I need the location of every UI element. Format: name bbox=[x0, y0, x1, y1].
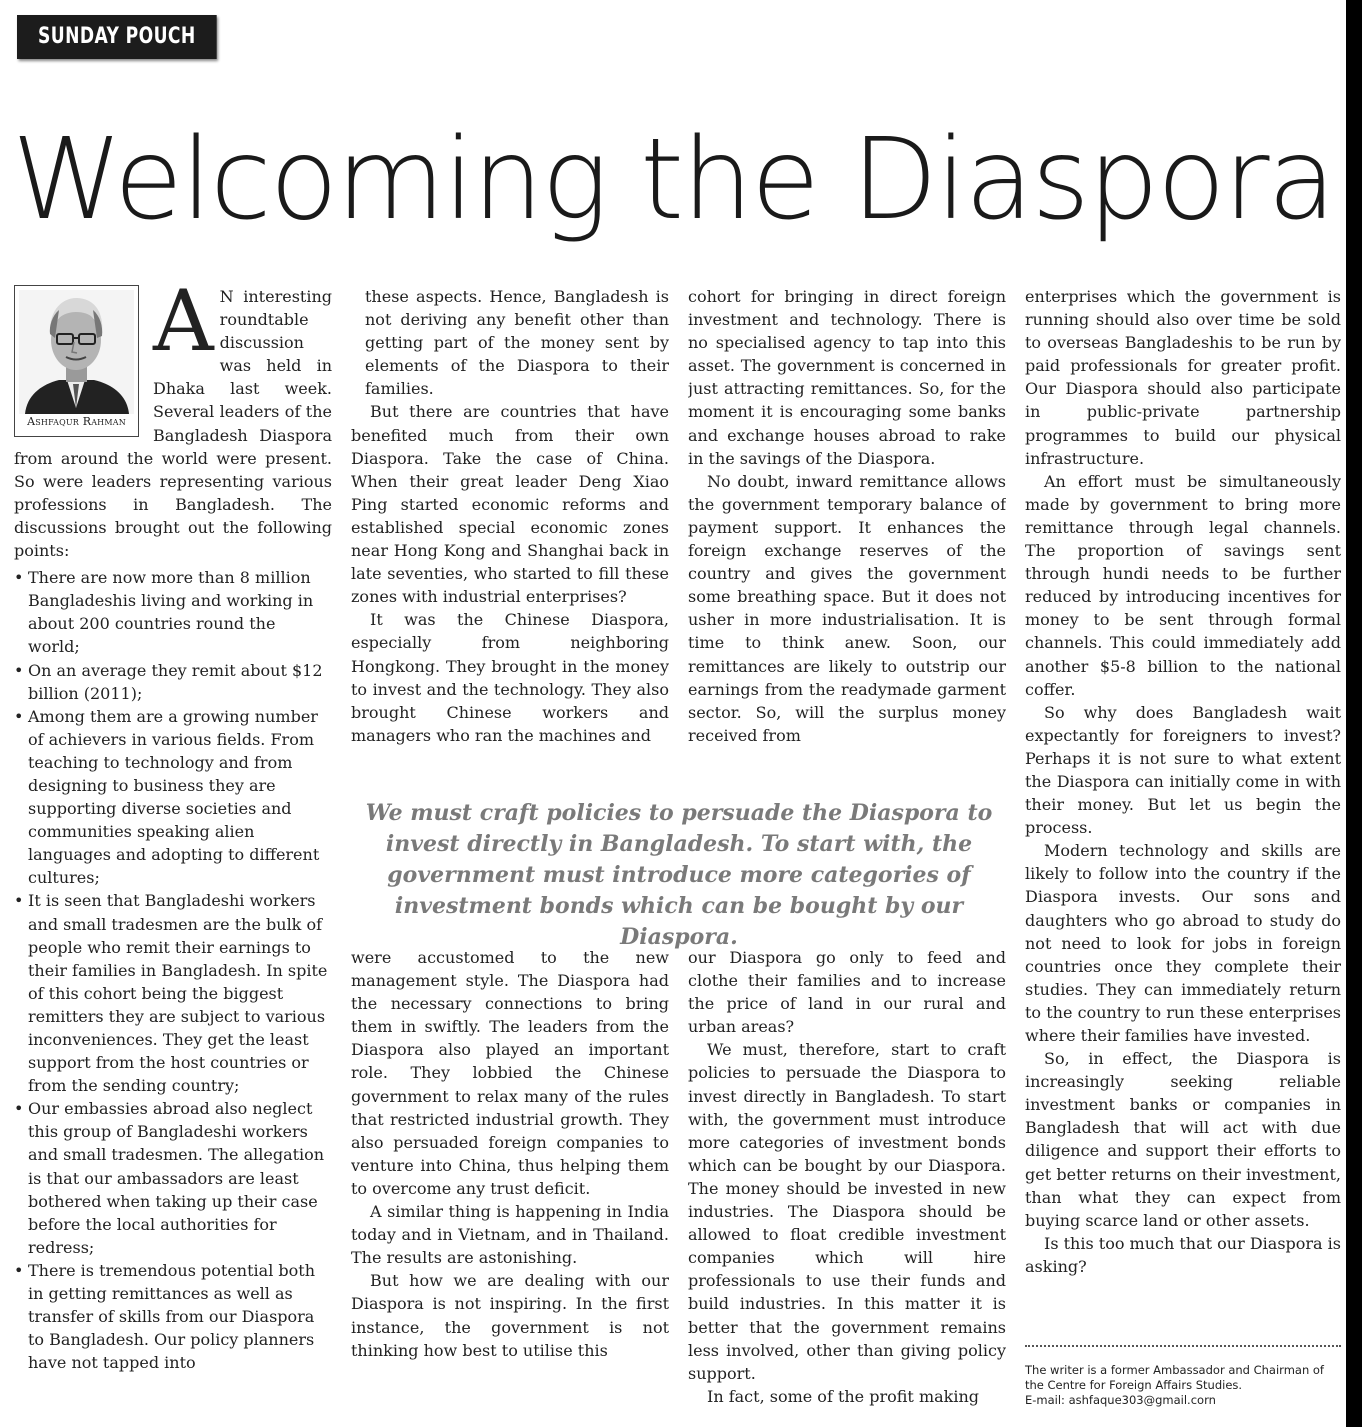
column-2-bottom bbox=[351, 946, 669, 1420]
paragraph: Modern technology and skills are likely to follow into the country if the Diaspora invests. Our sons and daughters who go abroad to study do not need to look for jobs in foreign countries once they complete their studies. They can immediately return to the country to run these enterprises where their families have invested. bbox=[1025, 841, 1341, 1045]
paragraph: Is this too much that our Diaspora is asking? bbox=[1025, 1233, 1341, 1276]
paragraph: But how we are dealing with our Diaspora is not inspiring. In the first instance, the government is not thinking how best to utilise this bbox=[351, 1271, 669, 1360]
list-item: • On an average they remit about $12 billion (2011); bbox=[14, 659, 332, 705]
author-photo bbox=[14, 285, 139, 437]
column-2-top bbox=[351, 285, 669, 771]
author-portrait-image bbox=[19, 290, 134, 414]
paragraph: these aspects. Hence, Bangladesh is not deriving any benefit other than getting part of the money sent by elements of the Diaspora to their families. bbox=[365, 287, 669, 399]
column-3-bottom bbox=[688, 946, 1006, 1420]
paragraph: We must, therefore, start to craft policies to persuade the Diaspora to invest directly in Bangladesh. To start with, the government must introduce more categories of investment bonds which can be bought by our Diaspora. The money should be invested in new industries. The Diaspora should be allowed to float credible investment companies which will hire professionals to use their funds and build industries. In this matter it is better that the government remains less involved, other than giving policy support. bbox=[688, 1040, 1006, 1383]
list-item: • Among them are a growing number of achievers in various fields. From teaching to technology and from designing to business they are supporting diverse societies and communities speaking alien languages and adopting to different cultures; bbox=[14, 705, 332, 890]
column-1 bbox=[14, 285, 332, 1420]
paragraph: cohort for bringing in direct foreign investment and technology. There is no specialised agency to tap into this asset. The government is concerned in just attracting remittances. So, for the moment it is encouraging some banks and exchange houses abroad to rake in the savings of the Diaspora. bbox=[688, 287, 1006, 468]
list-item: • Our embassies abroad also neglect this group of Bangladeshi workers and small tradesmen. The allegation is that our ambassadors are least bothered when taking up their case before the local authorities for redress; bbox=[14, 1097, 332, 1259]
footnote-bio: The writer is a former Ambassador and Chairman of the Centre for Foreign Affairs Studies. bbox=[1025, 1363, 1324, 1392]
column-3-top bbox=[688, 285, 1006, 771]
paragraph: In fact, some of the profit making bbox=[707, 1386, 980, 1406]
column-4 bbox=[1025, 285, 1341, 1420]
author-footnote bbox=[1025, 1345, 1341, 1408]
paragraph: So why does Bangladesh wait expectantly for foreigners to invest? Perhaps it is not sure to what extent the Diaspora can initially come in with their money. But let us begin the process. bbox=[1025, 702, 1341, 838]
paragraph: were accustomed to the new management style. The Diaspora had the necessary connections to bring them in swiftly. The leaders from the Diaspora also played an important role. They lobbied the Chinese government to relax many of the rules that restricted industrial growth. They also persuaded foreign companies to venture into China, thus helping them to overcome any trust deficit. bbox=[351, 948, 669, 1198]
list-item: • There is tremendous potential both in getting remittances as well as transfer of skills from our Diaspora to Bangladesh. Our policy planners have not tapped into bbox=[14, 1259, 332, 1374]
page-edge-bar bbox=[1346, 0, 1362, 1427]
list-item: • It is seen that Bangladeshi workers and small tradesmen are the bulk of people who remit their earnings to their families in Bangladesh. In spite of this cohort being the biggest remitters they are subject to various inconveniences. They get the least support from the host countries or from the sending country; bbox=[14, 889, 332, 1097]
headline: Welcoming the Diaspora bbox=[11, 115, 1335, 245]
paragraph: So, in effect, the Diaspora is increasingly seeking reliable investment banks or companies in Bangladesh that will act with due diligence and support their efforts to get better returns on their investment, than what they can expect from buying scarce land or other assets. bbox=[1025, 1049, 1341, 1230]
paragraph: An effort must be simultaneously made by government to bring more remittance through legal channels. The proportion of savings sent through hundi needs to be further reduced by introducing incentives for money to be sent through formal channels. This could immediately add another $5-8 billion to the national coffer. bbox=[1025, 471, 1341, 699]
pull-quote: We must craft policies to persuade the Diaspora to invest directly in Bangladesh. To start with, the government must introduce more categories of investment bonds which can be bought by our Diaspora. bbox=[365, 800, 993, 950]
footnote-email: E-mail: ashfaque303@gmail.corn bbox=[1025, 1393, 1216, 1407]
paragraph: No doubt, inward remittance allows the government temporary balance of payment support. It enhances the foreign exchange reserves of the country and gives the government some breathing space. But it does not usher in more industrialisation. It is time to think anew. Soon, our remittances are likely to outstrip our earnings from the readymade garment sector. So, will the surplus money received from bbox=[688, 471, 1006, 745]
paragraph: But there are countries that have benefited much from their own Diaspora. Take the case of China. When their great leader Deng Xiao Ping started economic reforms and established special economic zones near Hong Kong and Shanghai back in late seventies, who started to fill these zones with industrial enterprises? bbox=[351, 402, 669, 607]
author-caption: Ashfaqur Rahman bbox=[27, 414, 126, 428]
intro-paragraph: N interesting roundtable discussion was held in Dhaka last week. Several leaders of the Bangladesh Diaspora from around the world were present. So were leaders representing various professions in Bangladesh. The discussions brought out the following points: bbox=[14, 287, 332, 561]
paragraph: our Diaspora go only to feed and clothe their families and to increase the price of land in our rural and urban areas? bbox=[688, 948, 1006, 1037]
section-tag: SUNDAY POUCH bbox=[17, 15, 217, 59]
drop-cap: A bbox=[153, 285, 214, 370]
points-list bbox=[14, 566, 332, 1374]
list-item: • There are now more than 8 million Bangladeshis living and working in about 200 countries round the world; bbox=[14, 566, 332, 658]
paragraph: It was the Chinese Diaspora, especially from neighboring Hongkong. They brought in the money to invest and the technology. They also brought Chinese workers and managers who ran the machines and bbox=[351, 610, 669, 745]
paragraph: enterprises which the government is running should also over time be sold to overseas Bangladeshis to be run by paid professionals for greater profit. Our Diaspora should also participate in public-private partnership programmes to build our physical infrastructure. bbox=[1025, 287, 1341, 468]
paragraph: A similar thing is happening in India today and in Vietnam, and in Thailand. The results are astonishing. bbox=[351, 1202, 669, 1268]
